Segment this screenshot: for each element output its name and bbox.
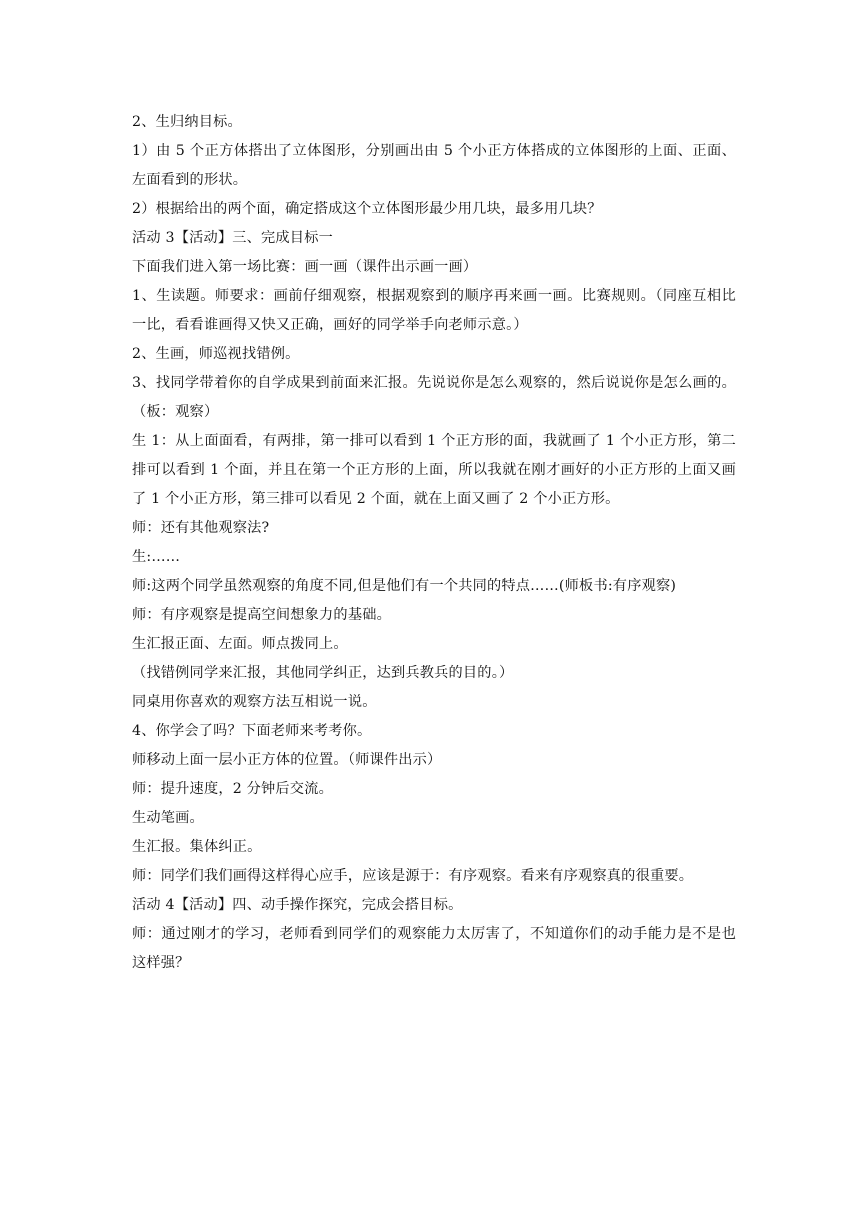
paragraph: 3、找同学带着你的自学成果到前面来汇报。先说说你是怎么观察的，然后说说你是怎么画的。（板：观察） [132, 375, 736, 420]
paragraph: 师：还有其他观察法? [132, 520, 270, 536]
paragraph: 4、你学会了吗？下面老师来考考你。 [132, 723, 372, 739]
paragraph: 师移动上面一层小正方体的位置。（师课件出示） [132, 752, 442, 768]
paragraph: 2）根据给出的两个面，确定搭成这个立体图形最少用几块，最多用几块？ [132, 201, 602, 217]
paragraph: 2、生画，师巡视找错例。 [132, 346, 300, 362]
activity-heading: 活动 4【活动】四、动手操作探究，完成会搭目标。 [132, 897, 463, 913]
paragraph: 生 1：从上面面看，有两排，第一排可以看到 1 个正方形的面，我就画了 1 个小正方形，第二排可以看到 1 个面，并且在第一个正方形的上面，所以我就在刚才画好的小正方形的上面又画了 1 个小正方形，第三排可以看见 2 个面，就在上面又画了 2 个小正方形。 [132, 433, 736, 507]
paragraph: 2、生归纳目标。 [132, 114, 242, 130]
paragraph: 1）由 5 个正方体搭出了立体图形，分别画出由 5 个小正方体搭成的立体图形的上面、正面、左面看到的形状。 [132, 143, 736, 188]
paragraph: 1、生读题。师要求：画前仔细观察，根据观察到的顺序再来画一画。比赛规则。（同座互相比一比，看看谁画得又快又正确，画好的同学举手向老师示意。） [132, 288, 736, 333]
document-body [132, 108, 736, 978]
paragraph: （找错例同学来汇报，其他同学纠正，达到兵教兵的目的。） [132, 665, 514, 681]
activity-heading: 活动 3【活动】三、完成目标一 [132, 230, 333, 246]
paragraph: 师:这两个同学虽然观察的角度不同,但是他们有一个共同的特点……(师板书:有序观察) [132, 578, 677, 594]
paragraph: 下面我们进入第一场比赛：画一画（课件出示画一画） [132, 259, 478, 275]
paragraph: 师：通过刚才的学习，老师看到同学们的观察能力太厉害了，不知道你们的动手能力是不是也这样强？ [132, 926, 736, 971]
paragraph: 生动笔画。 [132, 810, 204, 826]
paragraph: 生汇报。集体纠正。 [132, 839, 262, 855]
paragraph: 师：有序观察是提高空间想象力的基础。 [132, 607, 391, 623]
paragraph: 师：提升速度，2 分钟后交流。 [132, 781, 333, 797]
paragraph: 同桌用你喜欢的观察方法互相说一说。 [132, 694, 377, 710]
paragraph: 生汇报正面、左面。师点拨同上。 [132, 636, 348, 652]
paragraph: 生:…… [132, 549, 181, 565]
paragraph: 师：同学们我们画得这样得心应手，应该是源于：有序观察。看来有序观察真的很重要。 [132, 868, 694, 884]
